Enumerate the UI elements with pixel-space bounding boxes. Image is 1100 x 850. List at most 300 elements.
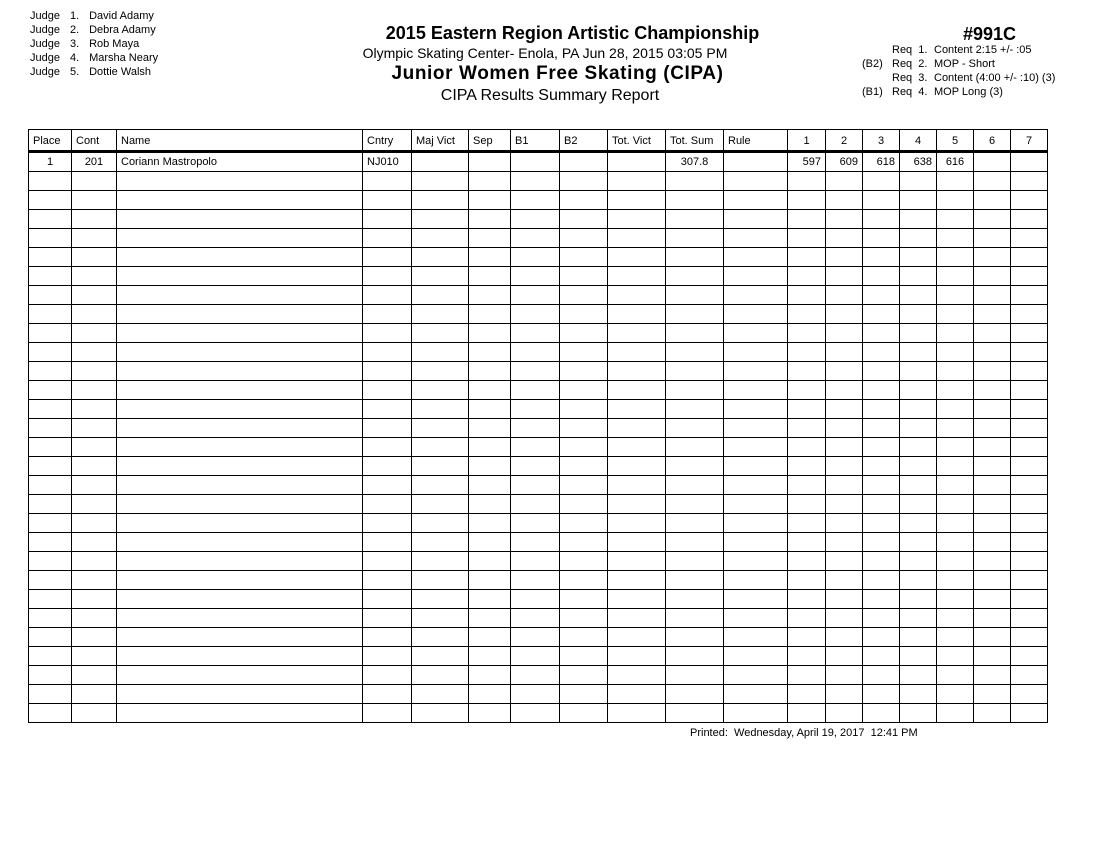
empty-cell: [788, 609, 826, 628]
empty-cell: [560, 362, 608, 381]
empty-cell: [72, 400, 117, 419]
requirement-entry: [862, 57, 1055, 71]
empty-cell: [511, 381, 560, 400]
judge-label: Judge: [30, 10, 60, 22]
empty-cell: [863, 343, 900, 362]
table-row-empty: [29, 248, 1048, 267]
req-prefix: (B2): [862, 58, 883, 70]
table-row-empty: [29, 628, 1048, 647]
req-prefix: (B1): [862, 86, 883, 98]
empty-cell: [363, 476, 412, 495]
empty-cell: [666, 666, 724, 685]
empty-cell: [863, 191, 900, 210]
empty-cell: [974, 438, 1011, 457]
empty-cell: [1011, 343, 1048, 362]
empty-cell: [863, 172, 900, 191]
empty-cell: [363, 495, 412, 514]
empty-cell: [900, 628, 937, 647]
empty-cell: [1011, 552, 1048, 571]
empty-cell: [863, 400, 900, 419]
empty-cell: [511, 172, 560, 191]
table-row-empty: [29, 438, 1048, 457]
empty-cell: [788, 495, 826, 514]
empty-cell: [724, 476, 788, 495]
empty-cell: [117, 438, 363, 457]
col-judge-1: 1: [788, 130, 826, 152]
empty-cell: [412, 343, 469, 362]
empty-cell: [937, 229, 974, 248]
judge-label: Judge: [30, 24, 60, 36]
empty-cell: [412, 533, 469, 552]
empty-cell: [826, 172, 863, 191]
empty-cell: [974, 533, 1011, 552]
table-row-empty: [29, 590, 1048, 609]
empty-cell: [363, 628, 412, 647]
empty-cell: [511, 495, 560, 514]
empty-cell: [117, 476, 363, 495]
empty-cell: [1011, 514, 1048, 533]
empty-cell: [724, 457, 788, 476]
empty-cell: [117, 514, 363, 533]
empty-cell: [900, 267, 937, 286]
empty-cell: [937, 628, 974, 647]
empty-cell: [29, 248, 72, 267]
empty-cell: [788, 571, 826, 590]
empty-cell: [863, 590, 900, 609]
empty-cell: [469, 514, 511, 533]
table-row-empty: [29, 343, 1048, 362]
empty-cell: [724, 267, 788, 286]
empty-cell: [937, 495, 974, 514]
empty-cell: [511, 609, 560, 628]
empty-cell: [974, 267, 1011, 286]
empty-cell: [974, 590, 1011, 609]
empty-cell: [900, 533, 937, 552]
empty-cell: [788, 552, 826, 571]
empty-cell: [937, 362, 974, 381]
empty-cell: [900, 476, 937, 495]
judge-name: Rob Maya: [89, 38, 140, 50]
empty-cell: [900, 381, 937, 400]
empty-cell: [788, 248, 826, 267]
empty-cell: [666, 476, 724, 495]
req-text: Content (4:00 +/- :10) (3): [934, 72, 1056, 84]
empty-cell: [666, 286, 724, 305]
empty-cell: [117, 229, 363, 248]
empty-cell: [29, 495, 72, 514]
empty-cell: [1011, 476, 1048, 495]
empty-cell: [826, 229, 863, 248]
empty-cell: [788, 343, 826, 362]
empty-cell: [560, 647, 608, 666]
empty-cell: [724, 571, 788, 590]
empty-cell: [363, 400, 412, 419]
empty-cell: [826, 571, 863, 590]
empty-cell: [511, 552, 560, 571]
empty-cell: [666, 647, 724, 666]
empty-cell: [608, 267, 666, 286]
empty-cell: [863, 533, 900, 552]
table-row-empty: [29, 647, 1048, 666]
empty-cell: [900, 400, 937, 419]
empty-cell: [1011, 305, 1048, 324]
empty-cell: [117, 286, 363, 305]
col-rule: Rule: [724, 130, 788, 152]
empty-cell: [469, 685, 511, 704]
empty-cell: [117, 248, 363, 267]
empty-cell: [363, 457, 412, 476]
empty-cell: [560, 571, 608, 590]
empty-cell: [363, 533, 412, 552]
empty-cell: [863, 267, 900, 286]
empty-cell: [412, 704, 469, 723]
empty-cell: [826, 286, 863, 305]
req-label: Req 4.: [892, 86, 928, 98]
empty-cell: [1011, 324, 1048, 343]
empty-cell: [1011, 210, 1048, 229]
empty-cell: [937, 457, 974, 476]
empty-cell: [412, 438, 469, 457]
empty-cell: [560, 438, 608, 457]
empty-cell: [900, 210, 937, 229]
empty-cell: [363, 305, 412, 324]
req-text: Content 2:15 +/- :05: [934, 44, 1032, 56]
empty-cell: [469, 533, 511, 552]
empty-cell: [560, 476, 608, 495]
judge-number: 4.: [70, 52, 80, 64]
empty-cell: [863, 685, 900, 704]
requirement-entry: [862, 85, 1055, 99]
req-label: Req 3.: [892, 72, 928, 84]
judge-number: 5.: [70, 66, 80, 78]
table-row-empty: [29, 533, 1048, 552]
empty-cell: [608, 457, 666, 476]
cell-cntry: NJ010: [363, 152, 412, 172]
empty-cell: [826, 457, 863, 476]
empty-cell: [412, 628, 469, 647]
empty-cell: [863, 305, 900, 324]
empty-cell: [900, 248, 937, 267]
empty-cell: [469, 248, 511, 267]
empty-cell: [900, 457, 937, 476]
empty-cell: [863, 666, 900, 685]
empty-cell: [412, 571, 469, 590]
empty-cell: [666, 210, 724, 229]
empty-cell: [560, 172, 608, 191]
table-row-empty: [29, 495, 1048, 514]
empty-cell: [1011, 647, 1048, 666]
col-maj-vict: Maj Vict: [412, 130, 469, 152]
empty-cell: [29, 571, 72, 590]
empty-cell: [826, 343, 863, 362]
empty-cell: [937, 666, 974, 685]
empty-cell: [724, 191, 788, 210]
empty-cell: [117, 685, 363, 704]
empty-cell: [363, 419, 412, 438]
empty-cell: [469, 381, 511, 400]
col-place: Place: [29, 130, 72, 152]
judge-label: Judge: [30, 38, 60, 50]
empty-cell: [363, 514, 412, 533]
empty-cell: [412, 666, 469, 685]
empty-cell: [863, 704, 900, 723]
table-row-empty: [29, 324, 1048, 343]
empty-cell: [937, 514, 974, 533]
empty-cell: [412, 210, 469, 229]
empty-cell: [900, 514, 937, 533]
empty-cell: [412, 495, 469, 514]
empty-cell: [469, 172, 511, 191]
empty-cell: [1011, 609, 1048, 628]
empty-cell: [974, 400, 1011, 419]
empty-cell: [937, 419, 974, 438]
judge-name: David Adamy: [89, 10, 154, 22]
empty-cell: [72, 191, 117, 210]
empty-cell: [469, 495, 511, 514]
empty-cell: [117, 172, 363, 191]
empty-cell: [363, 324, 412, 343]
empty-cell: [117, 590, 363, 609]
empty-cell: [900, 685, 937, 704]
cell-rule: [724, 152, 788, 172]
empty-cell: [412, 552, 469, 571]
empty-cell: [788, 305, 826, 324]
empty-cell: [974, 704, 1011, 723]
empty-cell: [666, 343, 724, 362]
empty-cell: [724, 324, 788, 343]
empty-cell: [117, 704, 363, 723]
empty-cell: [29, 381, 72, 400]
table-row-empty: [29, 267, 1048, 286]
cell-tot-sum: 307.8: [666, 152, 724, 172]
empty-cell: [608, 552, 666, 571]
table-row-empty: [29, 419, 1048, 438]
table-row-empty: [29, 362, 1048, 381]
empty-cell: [788, 457, 826, 476]
empty-cell: [608, 476, 666, 495]
empty-cell: [29, 552, 72, 571]
empty-cell: [469, 343, 511, 362]
empty-cell: [608, 286, 666, 305]
empty-cell: [937, 267, 974, 286]
empty-cell: [511, 704, 560, 723]
empty-cell: [863, 286, 900, 305]
empty-cell: [826, 514, 863, 533]
empty-cell: [974, 457, 1011, 476]
empty-cell: [608, 609, 666, 628]
empty-cell: [72, 704, 117, 723]
empty-cell: [826, 362, 863, 381]
table-row-empty: [29, 704, 1048, 723]
empty-cell: [788, 438, 826, 457]
empty-cell: [363, 191, 412, 210]
empty-cell: [72, 438, 117, 457]
judge-entry: [30, 9, 158, 23]
empty-cell: [666, 400, 724, 419]
empty-cell: [29, 590, 72, 609]
empty-cell: [412, 286, 469, 305]
empty-cell: [469, 704, 511, 723]
empty-cell: [72, 571, 117, 590]
empty-cell: [363, 381, 412, 400]
empty-cell: [363, 343, 412, 362]
empty-cell: [666, 533, 724, 552]
empty-cell: [788, 704, 826, 723]
empty-cell: [511, 666, 560, 685]
empty-cell: [1011, 362, 1048, 381]
empty-cell: [1011, 191, 1048, 210]
empty-cell: [608, 210, 666, 229]
cell-judge-7: [1011, 152, 1048, 172]
empty-cell: [1011, 628, 1048, 647]
empty-cell: [788, 647, 826, 666]
empty-cell: [363, 666, 412, 685]
empty-cell: [937, 609, 974, 628]
empty-cell: [666, 590, 724, 609]
empty-cell: [724, 438, 788, 457]
empty-cell: [826, 590, 863, 609]
empty-cell: [511, 457, 560, 476]
empty-cell: [863, 552, 900, 571]
empty-cell: [788, 666, 826, 685]
empty-cell: [666, 419, 724, 438]
empty-cell: [117, 210, 363, 229]
empty-cell: [72, 343, 117, 362]
empty-cell: [608, 704, 666, 723]
judges-list: [30, 9, 158, 79]
table-row-empty: [29, 514, 1048, 533]
empty-cell: [826, 552, 863, 571]
empty-cell: [117, 666, 363, 685]
cell-place: 1: [29, 152, 72, 172]
empty-cell: [560, 704, 608, 723]
empty-cell: [29, 666, 72, 685]
empty-cell: [826, 685, 863, 704]
table-row-empty: [29, 685, 1048, 704]
empty-cell: [412, 514, 469, 533]
empty-cell: [900, 172, 937, 191]
empty-cell: [666, 685, 724, 704]
empty-cell: [788, 419, 826, 438]
empty-cell: [469, 267, 511, 286]
empty-cell: [469, 476, 511, 495]
empty-cell: [826, 400, 863, 419]
judge-name: Marsha Neary: [89, 52, 159, 64]
judge-label: Judge: [30, 66, 60, 78]
empty-cell: [1011, 172, 1048, 191]
event-title: Junior Women Free Skating (CIPA): [391, 63, 724, 84]
empty-cell: [560, 514, 608, 533]
empty-cell: [724, 248, 788, 267]
empty-cell: [560, 248, 608, 267]
empty-cell: [724, 685, 788, 704]
empty-cell: [29, 172, 72, 191]
empty-cell: [117, 457, 363, 476]
empty-cell: [511, 533, 560, 552]
empty-cell: [469, 647, 511, 666]
empty-cell: [511, 286, 560, 305]
empty-cell: [974, 419, 1011, 438]
cell-cont: 201: [72, 152, 117, 172]
cell-sep: [469, 152, 511, 172]
empty-cell: [900, 305, 937, 324]
empty-cell: [724, 286, 788, 305]
empty-cell: [974, 343, 1011, 362]
empty-cell: [608, 514, 666, 533]
empty-cell: [900, 552, 937, 571]
col-cntry: Cntry: [363, 130, 412, 152]
empty-cell: [363, 286, 412, 305]
table-row-empty: [29, 609, 1048, 628]
empty-cell: [826, 419, 863, 438]
cell-judge-1: 597: [788, 152, 826, 172]
empty-cell: [412, 400, 469, 419]
empty-cell: [511, 590, 560, 609]
requirement-entry: [862, 43, 1055, 57]
empty-cell: [608, 571, 666, 590]
requirement-entry: [862, 71, 1055, 85]
col-judge-4: 4: [900, 130, 937, 152]
empty-cell: [29, 305, 72, 324]
req-text: MOP - Short: [934, 58, 995, 70]
empty-cell: [666, 191, 724, 210]
empty-cell: [900, 286, 937, 305]
cell-maj-vict: [412, 152, 469, 172]
empty-cell: [937, 400, 974, 419]
req-text: MOP Long (3): [934, 86, 1003, 98]
cell-judge-5: 616: [937, 152, 974, 172]
empty-cell: [937, 552, 974, 571]
empty-cell: [72, 248, 117, 267]
judge-label: Judge: [30, 52, 60, 64]
empty-cell: [666, 704, 724, 723]
empty-cell: [29, 628, 72, 647]
empty-cell: [560, 286, 608, 305]
empty-cell: [412, 172, 469, 191]
empty-cell: [666, 438, 724, 457]
empty-cell: [863, 419, 900, 438]
empty-cell: [826, 666, 863, 685]
judge-number: 1.: [70, 10, 80, 22]
empty-cell: [412, 381, 469, 400]
empty-cell: [937, 210, 974, 229]
empty-cell: [29, 267, 72, 286]
empty-cell: [117, 362, 363, 381]
empty-cell: [974, 229, 1011, 248]
empty-cell: [788, 229, 826, 248]
empty-cell: [666, 267, 724, 286]
col-tot-vict: Tot. Vict: [608, 130, 666, 152]
empty-cell: [117, 343, 363, 362]
empty-cell: [863, 609, 900, 628]
empty-cell: [560, 666, 608, 685]
empty-cell: [826, 476, 863, 495]
cell-b1: [511, 152, 560, 172]
empty-cell: [1011, 457, 1048, 476]
empty-cell: [788, 267, 826, 286]
empty-cell: [900, 419, 937, 438]
empty-cell: [974, 324, 1011, 343]
empty-cell: [511, 229, 560, 248]
empty-cell: [29, 704, 72, 723]
empty-cell: [560, 685, 608, 704]
col-cont: Cont: [72, 130, 117, 152]
empty-cell: [974, 172, 1011, 191]
empty-cell: [724, 609, 788, 628]
empty-cell: [724, 362, 788, 381]
empty-cell: [608, 229, 666, 248]
empty-cell: [724, 419, 788, 438]
